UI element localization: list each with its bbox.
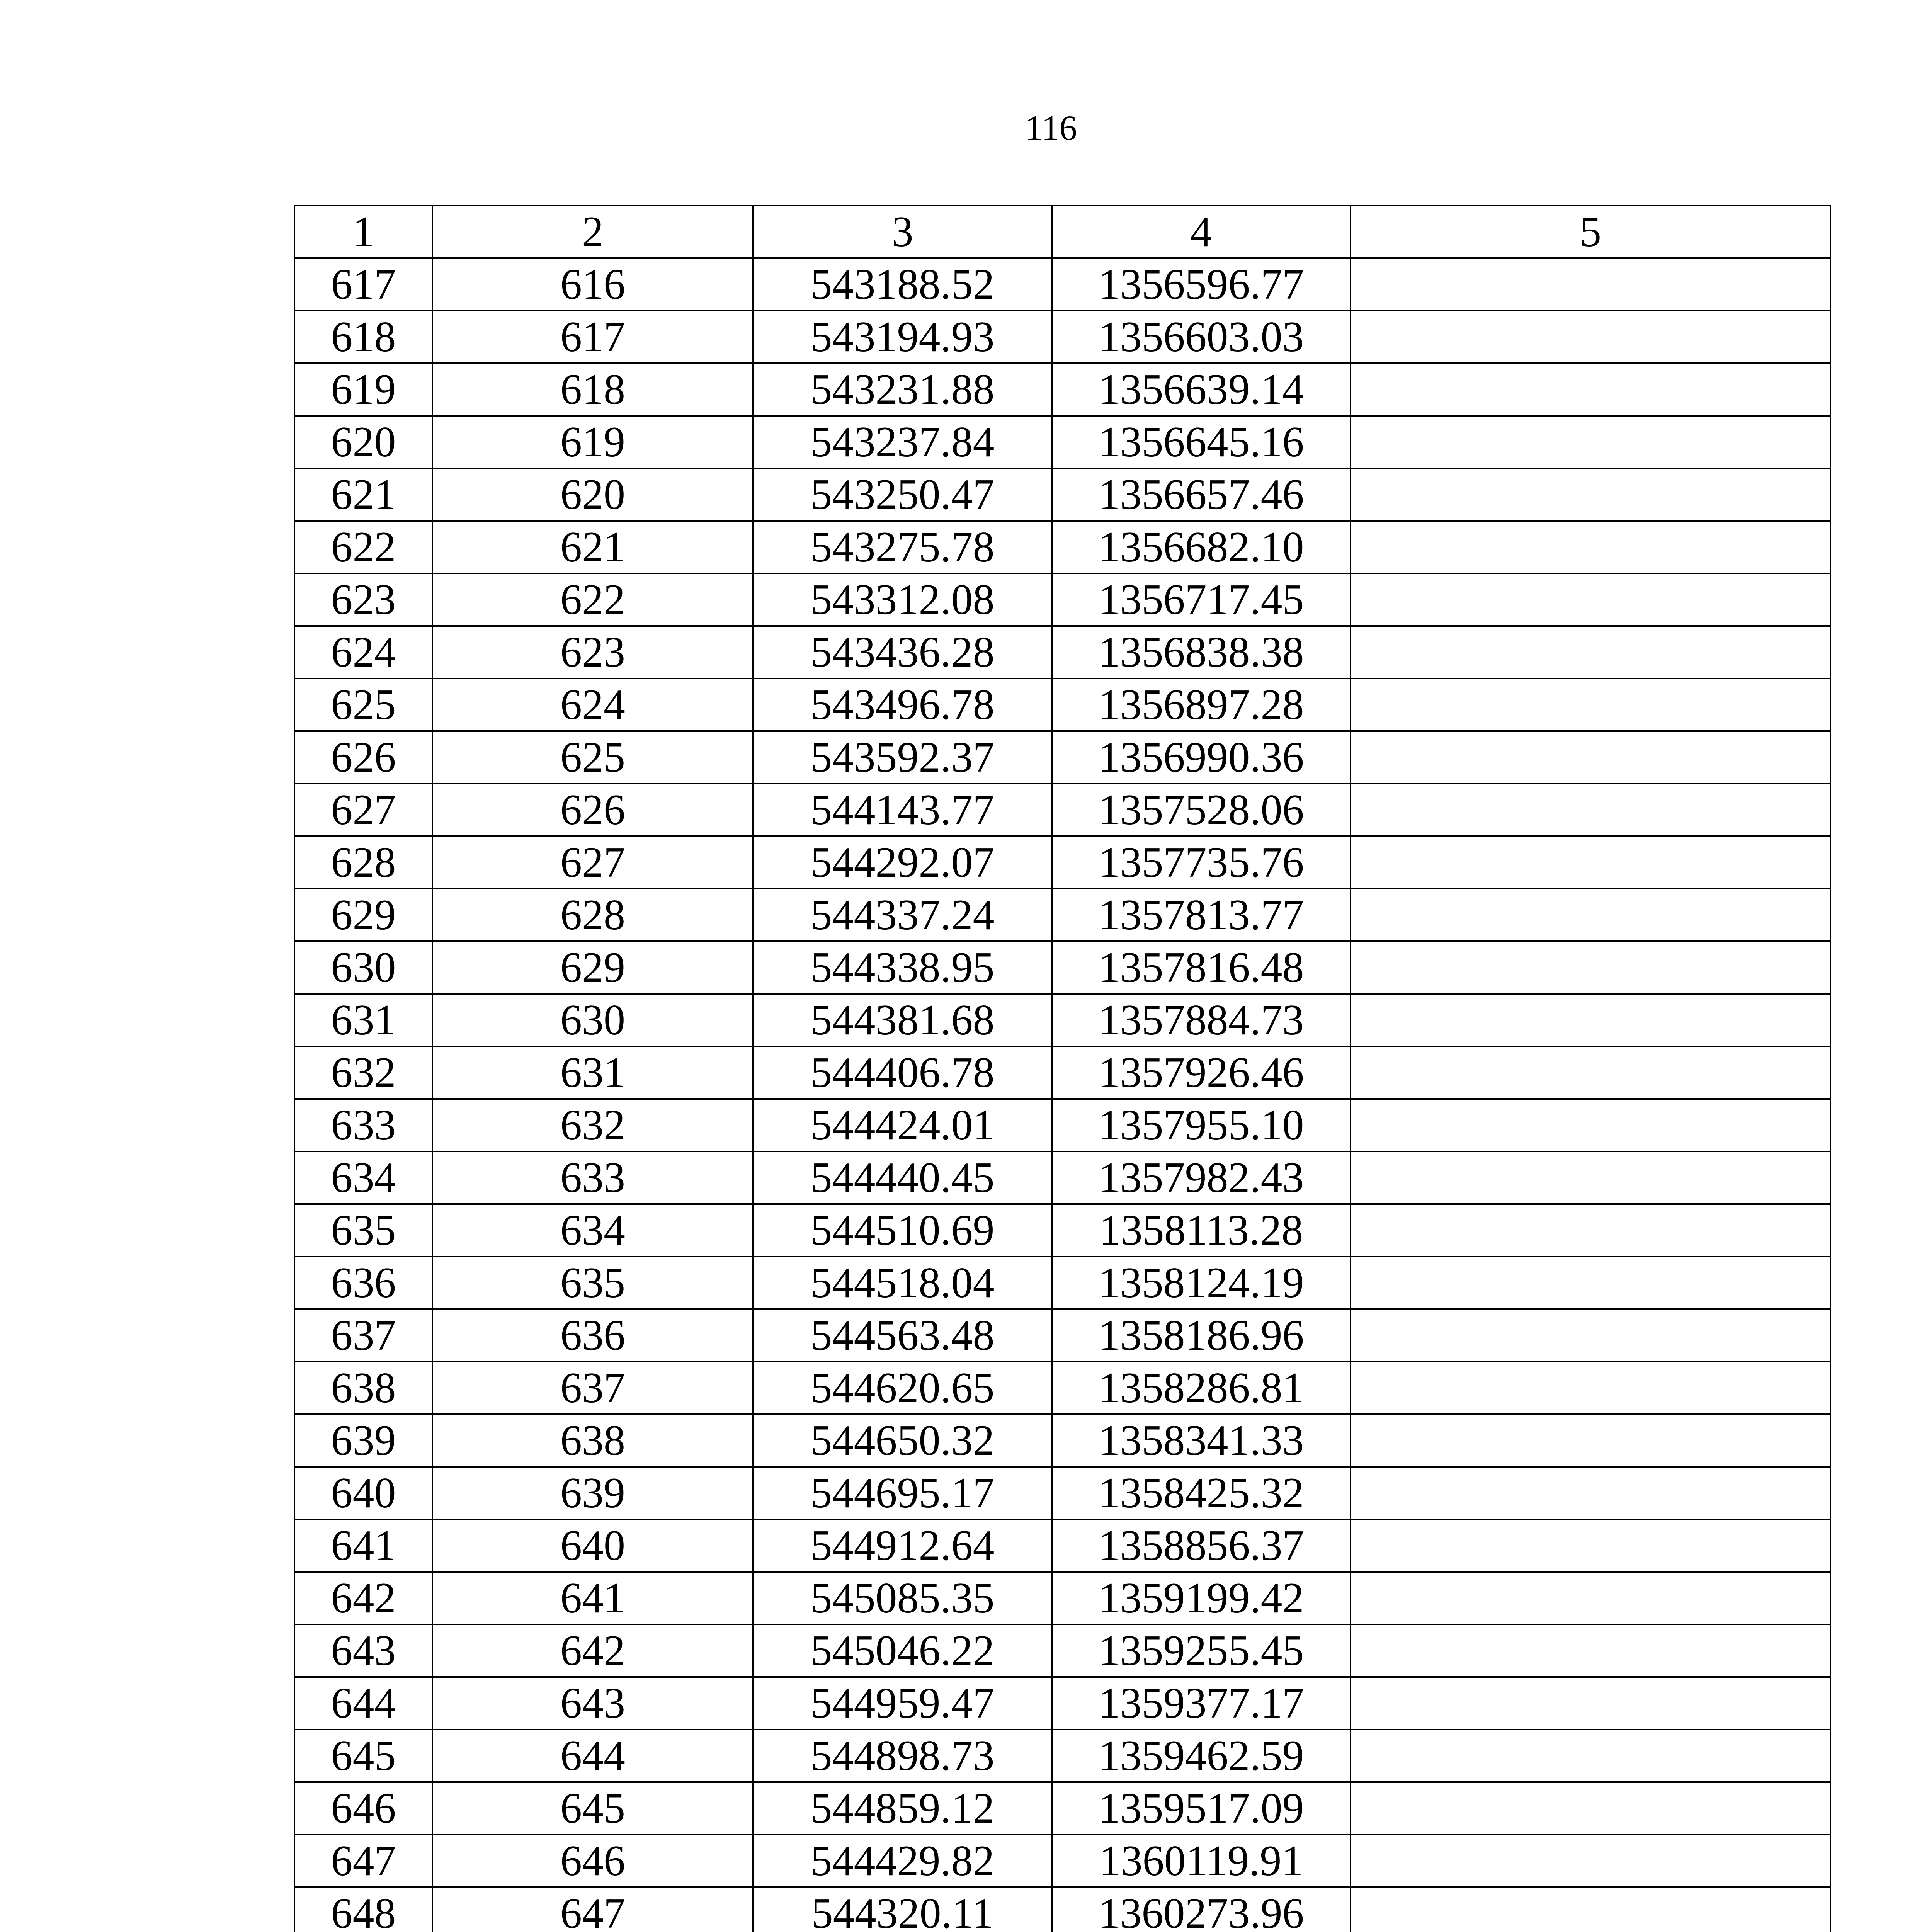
table-cell-col-2: 621 xyxy=(432,521,753,573)
table-cell-col-3: 543436.28 xyxy=(753,626,1052,679)
table-cell-col-5 xyxy=(1351,1519,1830,1572)
table-cell-col-3: 545046.22 xyxy=(753,1624,1052,1677)
table-cell-col-4: 1357813.77 xyxy=(1052,889,1351,941)
page-number: 116 xyxy=(1025,108,1077,148)
table-row xyxy=(294,311,1830,363)
table-cell-col-5 xyxy=(1351,1099,1830,1151)
table-cell-col-5 xyxy=(1351,573,1830,626)
table-cell-col-4: 1357735.76 xyxy=(1052,836,1351,889)
table-cell-col-1: 640 xyxy=(294,1467,432,1519)
table-cell-col-4: 1360119.91 xyxy=(1052,1835,1351,1887)
table-cell-col-2: 641 xyxy=(432,1572,753,1624)
table-cell-col-1: 620 xyxy=(294,416,432,468)
column-header-1: 1 xyxy=(294,206,432,258)
table-cell-col-3: 544912.64 xyxy=(753,1519,1052,1572)
table-row xyxy=(294,1151,1830,1204)
table-cell-col-1: 619 xyxy=(294,363,432,416)
table-cell-col-5 xyxy=(1351,468,1830,521)
table-row xyxy=(294,836,1830,889)
table-row xyxy=(294,1204,1830,1257)
table-cell-col-4: 1356990.36 xyxy=(1052,731,1351,784)
table-cell-col-4: 1360273.96 xyxy=(1052,1887,1351,1932)
table-cell-col-3: 544381.68 xyxy=(753,994,1052,1046)
table-cell-col-1: 629 xyxy=(294,889,432,941)
table-row xyxy=(294,1046,1830,1099)
table-row xyxy=(294,941,1830,994)
table-cell-col-5 xyxy=(1351,1362,1830,1414)
table-cell-col-5 xyxy=(1351,1046,1830,1099)
table-cell-col-1: 630 xyxy=(294,941,432,994)
table-row xyxy=(294,994,1830,1046)
table-cell-col-4: 1359255.45 xyxy=(1052,1624,1351,1677)
table-cell-col-3: 544429.82 xyxy=(753,1835,1052,1887)
table-cell-col-2: 638 xyxy=(432,1414,753,1467)
table-cell-col-1: 628 xyxy=(294,836,432,889)
table-cell-col-5 xyxy=(1351,1782,1830,1835)
table-row xyxy=(294,258,1830,311)
table-row xyxy=(294,889,1830,941)
table-cell-col-1: 644 xyxy=(294,1677,432,1730)
table-row xyxy=(294,626,1830,679)
table-cell-col-3: 543194.93 xyxy=(753,311,1052,363)
table-row xyxy=(294,1572,1830,1624)
table-cell-col-2: 618 xyxy=(432,363,753,416)
table-cell-col-2: 637 xyxy=(432,1362,753,1414)
table-cell-col-5 xyxy=(1351,1835,1830,1887)
table-cell-col-3: 544292.07 xyxy=(753,836,1052,889)
table-cell-col-5 xyxy=(1351,889,1830,941)
table-cell-col-1: 624 xyxy=(294,626,432,679)
table-cell-col-3: 543312.08 xyxy=(753,573,1052,626)
table-cell-col-4: 1356596.77 xyxy=(1052,258,1351,311)
table-cell-col-2: 640 xyxy=(432,1519,753,1572)
table-cell-col-4: 1356717.45 xyxy=(1052,573,1351,626)
table-cell-col-5 xyxy=(1351,1204,1830,1257)
table-cell-col-3: 543231.88 xyxy=(753,363,1052,416)
table-cell-col-3: 543592.37 xyxy=(753,731,1052,784)
column-header-4: 4 xyxy=(1052,206,1351,258)
table-cell-col-3: 544510.69 xyxy=(753,1204,1052,1257)
table-row xyxy=(294,1309,1830,1362)
table-cell-col-2: 636 xyxy=(432,1309,753,1362)
table-cell-col-4: 1357884.73 xyxy=(1052,994,1351,1046)
table-cell-col-4: 1356657.46 xyxy=(1052,468,1351,521)
table-body xyxy=(294,258,1830,1932)
table-cell-col-3: 543250.47 xyxy=(753,468,1052,521)
table-cell-col-5 xyxy=(1351,1887,1830,1932)
table-row xyxy=(294,1835,1830,1887)
table-cell-col-2: 617 xyxy=(432,311,753,363)
table-cell-col-1: 645 xyxy=(294,1730,432,1782)
table-cell-col-2: 623 xyxy=(432,626,753,679)
table-cell-col-5 xyxy=(1351,1414,1830,1467)
table-cell-col-3: 544424.01 xyxy=(753,1099,1052,1151)
table-cell-col-4: 1358286.81 xyxy=(1052,1362,1351,1414)
table-cell-col-3: 544650.32 xyxy=(753,1414,1052,1467)
table-row xyxy=(294,416,1830,468)
table-row xyxy=(294,1782,1830,1835)
table-cell-col-2: 643 xyxy=(432,1677,753,1730)
table-cell-col-3: 544337.24 xyxy=(753,889,1052,941)
table-cell-col-4: 1356897.28 xyxy=(1052,679,1351,731)
table-cell-col-1: 635 xyxy=(294,1204,432,1257)
table-cell-col-2: 624 xyxy=(432,679,753,731)
table-cell-col-4: 1357816.48 xyxy=(1052,941,1351,994)
table-cell-col-2: 633 xyxy=(432,1151,753,1204)
table-cell-col-3: 544563.48 xyxy=(753,1309,1052,1362)
table-cell-col-4: 1358113.28 xyxy=(1052,1204,1351,1257)
table-cell-col-5 xyxy=(1351,941,1830,994)
table-row xyxy=(294,1414,1830,1467)
table-cell-col-5 xyxy=(1351,1624,1830,1677)
table-row xyxy=(294,1677,1830,1730)
table-cell-col-2: 630 xyxy=(432,994,753,1046)
table-cell-col-3: 545085.35 xyxy=(753,1572,1052,1624)
table-cell-col-4: 1356645.16 xyxy=(1052,416,1351,468)
table-cell-col-2: 631 xyxy=(432,1046,753,1099)
table-row xyxy=(294,521,1830,573)
table-cell-col-1: 626 xyxy=(294,731,432,784)
table-cell-col-3: 544859.12 xyxy=(753,1782,1052,1835)
table-cell-col-1: 639 xyxy=(294,1414,432,1467)
table-cell-col-3: 544898.73 xyxy=(753,1730,1052,1782)
table-row xyxy=(294,784,1830,836)
table-cell-col-4: 1357982.43 xyxy=(1052,1151,1351,1204)
table-cell-col-2: 646 xyxy=(432,1835,753,1887)
table-cell-col-1: 646 xyxy=(294,1782,432,1835)
table-row xyxy=(294,1730,1830,1782)
table-cell-col-4: 1358186.96 xyxy=(1052,1309,1351,1362)
table-cell-col-5 xyxy=(1351,731,1830,784)
table-cell-col-2: 620 xyxy=(432,468,753,521)
table-cell-col-4: 1356838.38 xyxy=(1052,626,1351,679)
table-row xyxy=(294,679,1830,731)
column-header-3: 3 xyxy=(753,206,1052,258)
table-cell-col-1: 647 xyxy=(294,1835,432,1887)
table-cell-col-2: 627 xyxy=(432,836,753,889)
table-cell-col-4: 1357926.46 xyxy=(1052,1046,1351,1099)
table-cell-col-2: 629 xyxy=(432,941,753,994)
table-cell-col-1: 642 xyxy=(294,1572,432,1624)
table-cell-col-1: 641 xyxy=(294,1519,432,1572)
table-cell-col-4: 1359199.42 xyxy=(1052,1572,1351,1624)
table-cell-col-1: 643 xyxy=(294,1624,432,1677)
table-cell-col-5 xyxy=(1351,994,1830,1046)
table-header-row xyxy=(294,206,1830,258)
table-cell-col-2: 628 xyxy=(432,889,753,941)
table-cell-col-1: 618 xyxy=(294,311,432,363)
table-cell-col-1: 617 xyxy=(294,258,432,311)
table-cell-col-5 xyxy=(1351,416,1830,468)
table-cell-col-5 xyxy=(1351,836,1830,889)
table-cell-col-2: 647 xyxy=(432,1887,753,1932)
table-cell-col-3: 544440.45 xyxy=(753,1151,1052,1204)
table-row xyxy=(294,1467,1830,1519)
table-cell-col-2: 645 xyxy=(432,1782,753,1835)
table-cell-col-5 xyxy=(1351,521,1830,573)
table-cell-col-2: 632 xyxy=(432,1099,753,1151)
table-cell-col-1: 631 xyxy=(294,994,432,1046)
table-cell-col-4: 1356639.14 xyxy=(1052,363,1351,416)
table-cell-col-4: 1356682.10 xyxy=(1052,521,1351,573)
table-cell-col-1: 637 xyxy=(294,1309,432,1362)
table-cell-col-1: 638 xyxy=(294,1362,432,1414)
table-cell-col-5 xyxy=(1351,1309,1830,1362)
table-cell-col-3: 543275.78 xyxy=(753,521,1052,573)
table-cell-col-3: 544695.17 xyxy=(753,1467,1052,1519)
table-cell-col-5 xyxy=(1351,363,1830,416)
table-cell-col-2: 644 xyxy=(432,1730,753,1782)
table-row xyxy=(294,731,1830,784)
table-cell-col-5 xyxy=(1351,679,1830,731)
table-cell-col-5 xyxy=(1351,1151,1830,1204)
table-cell-col-4: 1356603.03 xyxy=(1052,311,1351,363)
table-cell-col-3: 544143.77 xyxy=(753,784,1052,836)
table-cell-col-4: 1357955.10 xyxy=(1052,1099,1351,1151)
table-row xyxy=(294,363,1830,416)
table-cell-col-3: 544338.95 xyxy=(753,941,1052,994)
table-cell-col-5 xyxy=(1351,311,1830,363)
table-cell-col-3: 544320.11 xyxy=(753,1887,1052,1932)
table-cell-col-3: 543237.84 xyxy=(753,416,1052,468)
table-row xyxy=(294,573,1830,626)
table-cell-col-3: 544406.78 xyxy=(753,1046,1052,1099)
table-cell-col-4: 1359377.17 xyxy=(1052,1677,1351,1730)
table-cell-col-2: 626 xyxy=(432,784,753,836)
table-cell-col-1: 627 xyxy=(294,784,432,836)
table-cell-col-2: 634 xyxy=(432,1204,753,1257)
table-cell-col-5 xyxy=(1351,1677,1830,1730)
table-row xyxy=(294,1519,1830,1572)
table-cell-col-2: 635 xyxy=(432,1257,753,1309)
table-cell-col-3: 544518.04 xyxy=(753,1257,1052,1309)
table-cell-col-1: 648 xyxy=(294,1887,432,1932)
column-header-5: 5 xyxy=(1351,206,1830,258)
table-cell-col-4: 1358425.32 xyxy=(1052,1467,1351,1519)
table-cell-col-1: 625 xyxy=(294,679,432,731)
table-cell-col-4: 1359517.09 xyxy=(1052,1782,1351,1835)
table-cell-col-5 xyxy=(1351,1730,1830,1782)
table-cell-col-2: 616 xyxy=(432,258,753,311)
table-cell-col-2: 642 xyxy=(432,1624,753,1677)
table-cell-col-4: 1358124.19 xyxy=(1052,1257,1351,1309)
table-row xyxy=(294,1362,1830,1414)
table-cell-col-3: 543188.52 xyxy=(753,258,1052,311)
column-header-2: 2 xyxy=(432,206,753,258)
table-cell-col-5 xyxy=(1351,258,1830,311)
table-cell-col-1: 621 xyxy=(294,468,432,521)
coordinates-table xyxy=(294,205,1831,1932)
table-cell-col-1: 636 xyxy=(294,1257,432,1309)
table-cell-col-1: 623 xyxy=(294,573,432,626)
table-cell-col-2: 619 xyxy=(432,416,753,468)
table-cell-col-4: 1358341.33 xyxy=(1052,1414,1351,1467)
table-cell-col-5 xyxy=(1351,1257,1830,1309)
table-cell-col-3: 544620.65 xyxy=(753,1362,1052,1414)
table-cell-col-3: 544959.47 xyxy=(753,1677,1052,1730)
table-cell-col-5 xyxy=(1351,1572,1830,1624)
table-cell-col-4: 1358856.37 xyxy=(1052,1519,1351,1572)
table-cell-col-4: 1359462.59 xyxy=(1052,1730,1351,1782)
table-row xyxy=(294,1099,1830,1151)
table-cell-col-4: 1357528.06 xyxy=(1052,784,1351,836)
table-cell-col-2: 625 xyxy=(432,731,753,784)
table-cell-col-1: 632 xyxy=(294,1046,432,1099)
table-cell-col-1: 633 xyxy=(294,1099,432,1151)
table-cell-col-5 xyxy=(1351,626,1830,679)
table-cell-col-5 xyxy=(1351,1467,1830,1519)
table-cell-col-1: 634 xyxy=(294,1151,432,1204)
table-cell-col-3: 543496.78 xyxy=(753,679,1052,731)
table-row xyxy=(294,1257,1830,1309)
table-row xyxy=(294,468,1830,521)
table-cell-col-1: 622 xyxy=(294,521,432,573)
table-row xyxy=(294,1887,1830,1932)
table-cell-col-2: 639 xyxy=(432,1467,753,1519)
table-cell-col-5 xyxy=(1351,784,1830,836)
table-row xyxy=(294,1624,1830,1677)
table-cell-col-2: 622 xyxy=(432,573,753,626)
